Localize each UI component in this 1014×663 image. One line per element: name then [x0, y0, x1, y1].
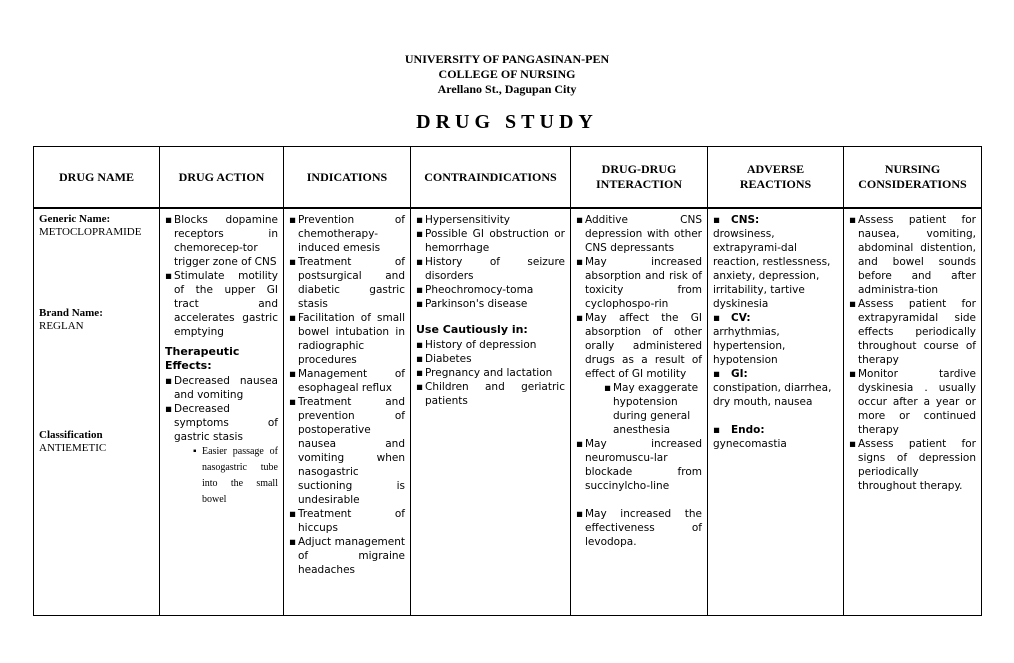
therapeutic-effects-label: Therapeutic Effects:: [165, 345, 240, 372]
list-item: ▪ May increased neuromuscu-lar blockade from succinylcho-line: [576, 437, 702, 493]
list-item: ▪ Additive CNS depression with other CNS depressants: [576, 213, 702, 255]
list-item: ▪ Treatment of postsurgical and diabetic gastric stasis: [289, 255, 405, 311]
col-header-nursing: NURSING CONSIDERATIONS: [844, 147, 982, 209]
list-item: ▪ Assess patient for nausea, vomiting, abdominal distention, and bowel sounds before and after administra-tion: [849, 213, 976, 297]
list-item: ▪ Management of esophageal reflux: [289, 367, 405, 395]
list-item: ▪ Treatment of hiccups: [289, 507, 405, 535]
brand-name-value: REGLAN: [39, 320, 84, 332]
cns-text: drowsiness, extrapyrami-dal reaction, restlessness, anxiety, depression, irritability, tartive dyskinesia: [713, 228, 831, 310]
col-header-drug-action: DRUG ACTION: [160, 147, 284, 209]
col-header-adverse: ADVERSE REACTIONS: [708, 147, 844, 209]
list-item: ▪ May increased the effectiveness of levodopa.: [576, 507, 702, 549]
endo-label: Endo:: [731, 424, 765, 436]
generic-name-label: Generic Name:: [39, 213, 111, 225]
list-item: ▪ Treatment and prevention of postoperative nausea and vomiting when nasogastric suctioning is undesirable: [289, 395, 405, 507]
classification-label: Classification: [39, 429, 103, 441]
page-title: DRUG STUDY: [416, 111, 598, 133]
cns-label: CNS:: [731, 214, 760, 226]
indications-cell: [284, 208, 411, 616]
list-item: ▪ Stimulate motility of the upper GI tract and accelerates gastric emptying: [165, 269, 278, 339]
col-header-drug-name: DRUG NAME: [34, 147, 160, 209]
drug-study-table: [33, 146, 982, 616]
list-item: ▪ May affect the GI absorption of other orally administered drugs as a result of effect of GI motility: [576, 311, 702, 381]
list-item: ▪ Assess patient for extrapyramidal side effects periodically throughout course of therapy: [849, 297, 976, 367]
classification-value: ANTIEMETIC: [39, 442, 107, 454]
generic-name-value: METOCLOPRAMIDE: [39, 226, 142, 238]
list-item: ▪ Assess patient for signs of depression periodically throughout therapy.: [849, 437, 976, 493]
list-item: ▪ Children and geriatric patients: [416, 380, 565, 408]
list-item: ▪ Facilitation of small bowel intubation in radiographic procedures: [289, 311, 405, 367]
list-item: ▪ May increased absorption and risk of toxicity from cyclophospo-rin: [576, 255, 702, 311]
list-item: ▪ Prevention of chemotherapy-induced emesis: [289, 213, 405, 255]
list-item: ▪ Pheochromocy-toma: [416, 283, 565, 297]
col-header-contraindications: CONTRAINDICATIONS: [411, 147, 571, 209]
interaction-cell: [571, 208, 708, 616]
table-row: [34, 208, 982, 616]
cv-label: CV:: [731, 312, 751, 324]
col-header-interaction: DRUG-DRUG INTERACTION: [571, 147, 708, 209]
drug-action-cell: [160, 208, 284, 616]
use-cautiously-label: Use Cautiously in:: [416, 323, 528, 336]
cv-text: arrhythmias, hypertension, hypotension: [713, 326, 786, 366]
list-item: ▪ Parkinson's disease: [416, 297, 565, 311]
list-item: ▪ Hypersensitivity: [416, 213, 565, 227]
college-name: COLLEGE OF NURSING: [438, 67, 576, 81]
nursing-cell: [844, 208, 982, 616]
brand-name-label: Brand Name:: [39, 307, 103, 319]
list-item: ▪ Pregnancy and lactation: [416, 366, 565, 380]
col-header-indications: INDICATIONS: [284, 147, 411, 209]
list-item: ▪ Decreased symptoms of gastric stasis: [165, 402, 278, 444]
drug-name-cell: [34, 208, 160, 616]
list-item: ▪ Decreased nausea and vomiting: [165, 374, 278, 402]
header-row: [34, 147, 982, 209]
endo-text: gynecomastia: [713, 438, 787, 450]
list-item: ▪ Monitor tardive dyskinesia . usually occur after a year or more or continued therapy: [849, 367, 976, 437]
adverse-cell: [708, 208, 844, 616]
list-item: ▪ Easier passage of nasogastric tube into the small bowel: [193, 444, 278, 508]
list-item: ▪ Blocks dopamine receptors in chemorecep-tor trigger zone of CNS: [165, 213, 278, 269]
list-item: ▪ Diabetes: [416, 352, 565, 366]
address: Arellano St., Dagupan City: [437, 82, 577, 96]
university-name: UNIVERSITY OF PANGASINAN-PEN: [404, 52, 610, 66]
gi-label: GI:: [731, 368, 748, 380]
list-item: ▪ History of seizure disorders: [416, 255, 565, 283]
list-item: ▪ Possible GI obstruction or hemorrhage: [416, 227, 565, 255]
list-item: ▪ Adjuct management of migraine headaches: [289, 535, 405, 577]
contraindications-cell: [411, 208, 571, 616]
gi-text: constipation, diarrhea, dry mouth, nausea: [713, 382, 832, 408]
list-item: ▪ History of depression: [416, 338, 565, 352]
list-item: ▪ May exaggerate hypotension during general anesthesia: [604, 381, 702, 437]
